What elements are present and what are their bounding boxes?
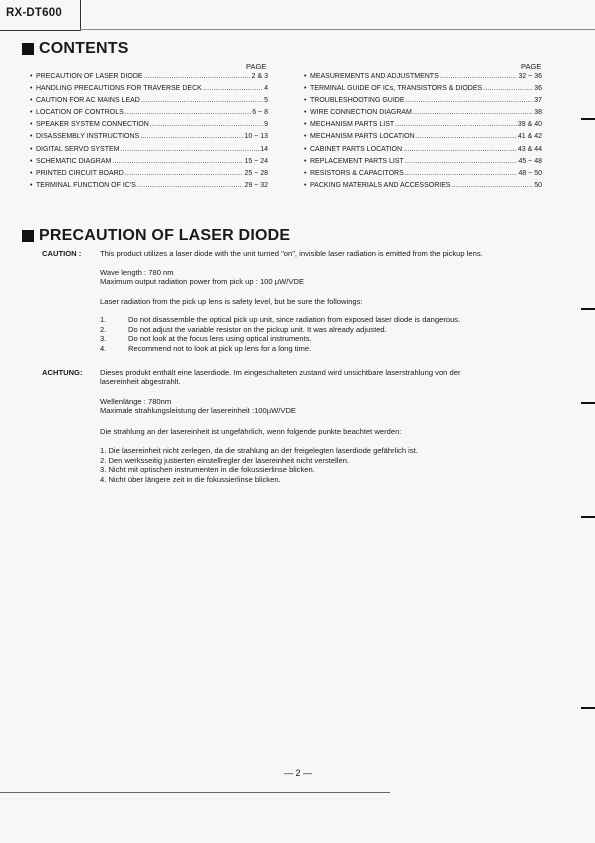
toc-leader-dots	[406, 97, 534, 104]
toc-entry-page: 15 ~ 24	[244, 157, 268, 165]
toc-entry-title: CABINET PARTS LOCATION	[310, 145, 403, 153]
toc-entry-title: DIGITAL SERVO SYSTEM	[36, 145, 120, 153]
toc-entry-page: 48 ~ 50	[518, 169, 542, 177]
model-box	[0, 0, 81, 31]
bullet: •	[304, 85, 307, 93]
toc-entry-page: 10 ~ 13	[244, 133, 268, 141]
toc-entry	[30, 170, 268, 182]
bullet: •	[30, 73, 33, 80]
toc-entry	[30, 133, 268, 145]
toc-leader-dots	[416, 133, 517, 140]
toc-entry-title: LOCATION OF CONTROLS	[36, 109, 124, 117]
bullet: •	[304, 133, 307, 141]
caution-item-number: 1.	[100, 315, 107, 324]
square-bullet-icon	[22, 43, 34, 55]
toc-entry-page: 32 ~ 36	[518, 73, 542, 80]
toc-left-column	[30, 73, 268, 194]
toc-entry-title: CAUTION FOR AC MAINS LEAD	[36, 97, 140, 105]
registration-mark	[581, 402, 595, 404]
square-bullet-icon	[22, 230, 34, 242]
de-safety-note: Die strahlung an der lasereinheit ist ungefährlich, wenn folgende punkte beachtet werden:	[100, 427, 402, 436]
toc-leader-dots	[141, 97, 263, 104]
bullet: •	[30, 109, 33, 117]
caution-item-number: 3.	[100, 334, 107, 344]
bullet: •	[304, 121, 307, 129]
caution-item-number: 4.	[100, 343, 107, 353]
toc-right-column	[304, 73, 542, 194]
achtung-intro-line-1: Dieses produkt enthält eine laserdiode. Im eingeschalteten zustand wird unsichtbare laserstrahlung von der	[100, 368, 461, 377]
bullet: •	[304, 109, 307, 117]
toc-entry	[30, 158, 268, 170]
toc-leader-dots	[395, 121, 517, 128]
toc-entry-title: HANDLING PRECAUTIONS FOR TRAVERSE DECK	[36, 85, 202, 93]
toc-entry	[30, 73, 268, 85]
toc-entry-page: 36	[534, 85, 542, 93]
toc-entry-title: TROUBLESHOOTING GUIDE	[310, 97, 405, 105]
safety-note: Laser radiation from the pick up lens is safety level, but be sure the followings:	[100, 297, 363, 306]
toc-entry-page: 9	[264, 121, 268, 129]
toc-leader-dots	[452, 182, 534, 189]
toc-leader-dots	[413, 109, 533, 116]
achtung-item: 1. Die lasereinheit nicht zerlegen, da die strahlung an der freigelegten laserdiode gefährlich ist.	[100, 446, 418, 455]
bullet: •	[30, 169, 33, 177]
toc-entry-page: 4	[264, 85, 268, 93]
toc-entry	[304, 85, 542, 97]
toc-leader-dots	[150, 121, 263, 128]
toc-entry	[30, 146, 268, 158]
toc-leader-dots	[121, 146, 260, 153]
wave-length: Wave length : 780 nm	[100, 268, 174, 277]
caution-item-number: 2.	[100, 324, 107, 334]
precaution-title: PRECAUTION OF LASER DIODE	[39, 227, 291, 244]
toc-entry-page: 14	[260, 145, 268, 153]
toc-entry-page: 50	[534, 181, 542, 189]
toc-leader-dots	[405, 158, 518, 165]
toc-leader-dots	[125, 170, 244, 177]
caution-item-text: Do not adjust the variable resistor on the pickup unit. It was already adjusted.	[128, 324, 387, 334]
toc-entry-title: PRECAUTION OF LASER DIODE	[36, 73, 143, 80]
model-number: RX-DT600	[6, 7, 62, 19]
contents-heading	[22, 40, 129, 58]
bullet: •	[304, 97, 307, 105]
registration-mark	[581, 707, 595, 709]
toc-entry-page: 25 ~ 28	[244, 169, 268, 177]
caution-item-text: Do not look at the focus lens using optical instruments.	[128, 334, 312, 344]
bullet: •	[304, 145, 307, 153]
toc-entry	[304, 182, 542, 194]
toc-leader-dots	[405, 170, 518, 177]
wellenlaenge: Wellenlänge : 780nm	[100, 397, 172, 406]
header-rule	[80, 29, 595, 30]
bullet: •	[304, 181, 307, 189]
toc-entry-title: SPEAKER SYSTEM CONNECTION	[36, 121, 149, 129]
toc-entry	[304, 158, 542, 170]
toc-entry-page: 29 ~ 32	[244, 181, 268, 189]
toc-leader-dots	[403, 146, 517, 153]
toc-leader-dots	[144, 73, 251, 80]
toc-entry-title: WIRE CONNECTION DIAGRAM	[310, 109, 412, 117]
bullet: •	[30, 145, 33, 153]
toc-leader-dots	[137, 182, 244, 189]
toc-leader-dots	[125, 109, 251, 116]
toc-entry-title: PACKING MATERIALS AND ACCESSORIES	[310, 181, 451, 189]
toc-leader-dots	[112, 158, 243, 165]
achtung-intro-line-2: lasereinheit abgestrahlt.	[100, 377, 181, 386]
toc-entry-title: SCHEMATIC DIAGRAM	[36, 157, 112, 165]
toc-entry-page: 6 ~ 8	[252, 109, 268, 117]
caution-item-text: Do not disassemble the optical pick up unit, since radiation from exposed laser diode is dangerous.	[128, 315, 461, 324]
toc-entry	[304, 121, 542, 133]
toc-entry	[304, 146, 542, 158]
toc-entry-page: 41 & 42	[517, 133, 542, 141]
toc-entry	[30, 97, 268, 109]
toc-entry-title: MECHANISM PARTS LOCATION	[310, 133, 415, 141]
page-number: — 2 —	[284, 768, 313, 778]
bullet: •	[304, 169, 307, 177]
page-label-left: PAGE	[246, 62, 267, 71]
caution-intro: This product utilizes a laser diode with the unit turned "on", invisible laser radiation is emitted from the pickup lens.	[100, 249, 483, 258]
bullet: •	[304, 73, 307, 80]
toc-entry	[304, 73, 542, 85]
achtung-item: 4. Nicht über längere zeit in die fokussierlinse blicken.	[100, 474, 281, 484]
bullet: •	[30, 157, 33, 165]
footer-rule	[0, 792, 390, 793]
bullet: •	[30, 97, 33, 105]
toc-entry-page: 45 ~ 48	[518, 157, 542, 165]
bullet: •	[30, 181, 33, 189]
bullet: •	[30, 133, 33, 141]
toc-entry-title: MECHANISM PARTS LIST	[310, 121, 395, 129]
toc-entry	[30, 85, 268, 97]
toc-entry-title: DISASSEMBLY INSTRUCTIONS	[36, 133, 140, 141]
toc-entry	[304, 97, 542, 109]
bullet: •	[30, 85, 33, 93]
toc-entry-page: 38	[534, 109, 542, 117]
toc-leader-dots	[140, 133, 243, 140]
achtung-item: 2. Den werksseitig justierten einstellregler der lasereinheit nicht verstellen.	[100, 455, 350, 465]
toc-entry-title: REPLACEMENT PARTS LIST	[310, 157, 404, 165]
caution-label: CAUTION :	[42, 249, 82, 258]
achtung-label: ACHTUNG:	[42, 368, 83, 377]
toc-entry-title: TERMINAL GUIDE OF ICs, TRANSISTORS & DIODES	[310, 85, 483, 93]
toc-entry	[30, 121, 268, 133]
precaution-heading	[22, 227, 290, 245]
toc-entry-title: MEASUREMENTS AND ADJUSTMENTS	[310, 73, 439, 80]
toc-entry-title: PRINTED CIRCUIT BOARD	[36, 169, 124, 177]
toc-entry-page: 2 & 3	[251, 73, 268, 80]
page-label-right: PAGE	[521, 62, 542, 71]
toc-leader-dots	[483, 85, 533, 92]
toc-entry-title: TERMINAL FUNCTION OF IC'S	[36, 181, 136, 189]
bullet: •	[304, 157, 307, 165]
toc-entry	[30, 182, 268, 194]
toc-entry-page: 5	[264, 97, 268, 105]
registration-mark	[581, 516, 595, 518]
contents-title: CONTENTS	[39, 40, 129, 57]
max-output-power: Maximum output radiation power from pick up : 100 µW/VDE	[100, 277, 305, 286]
toc-entry	[304, 133, 542, 145]
toc-leader-dots	[203, 85, 263, 92]
registration-mark	[581, 118, 595, 120]
registration-mark	[581, 308, 595, 310]
bullet: •	[30, 121, 33, 129]
max-strahlungsleistung: Maximale strahlungsleistung der lasereinheit :100µW/VDE	[100, 406, 296, 415]
toc-leader-dots	[440, 73, 518, 80]
toc-entry-page: 37	[534, 97, 542, 105]
toc-entry-page: 39 & 40	[517, 121, 542, 129]
achtung-item: 3. Nicht mit optischen instrumenten in die fokussierlinse blicken.	[100, 465, 315, 475]
toc-entry	[30, 109, 268, 121]
toc-entry-title: RESISTORS & CAPACITORS	[310, 169, 404, 177]
toc-entry	[304, 170, 542, 182]
caution-item-text: Recommend not to look at pick up lens for a long time.	[128, 343, 312, 353]
toc-entry-page: 43 & 44	[517, 145, 542, 153]
toc-entry	[304, 109, 542, 121]
